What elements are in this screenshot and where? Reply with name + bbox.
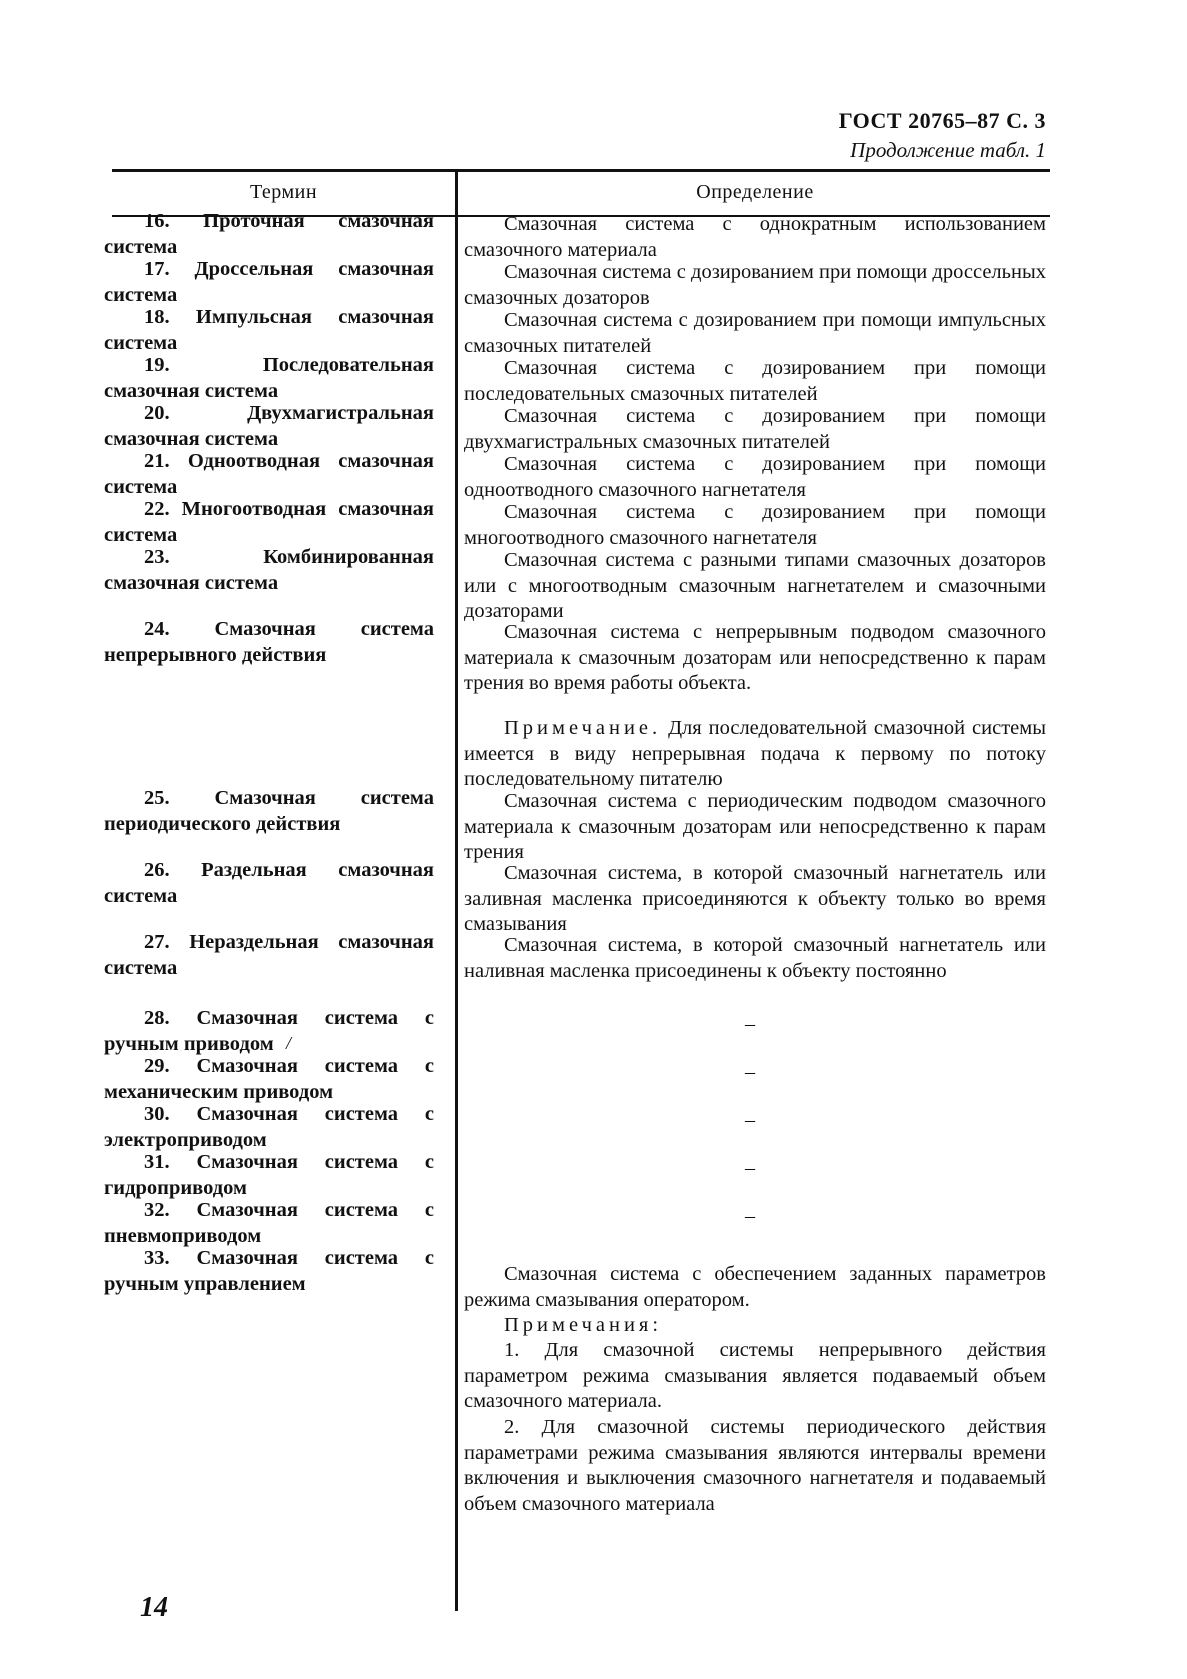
term-27: 27. Нераздельная смазочная система (104, 931, 434, 979)
column-header-definition: Определение (696, 181, 814, 203)
document-code: ГОСТ 20765–87 С. 3 (838, 108, 1046, 133)
definition-20: Смазочная система с дозированием при помощи двухмагистральных смазочных питателей (464, 405, 1046, 453)
term-16: 16. Проточная смазочная система (104, 210, 434, 258)
definition-26: Смазочная система, в которой смазочный нагнетатель или заливная масленка присоединяются к объекту только во время смазывания (464, 862, 1046, 935)
definition-33: Смазочная система с обеспечением заданных параметров режима смазывания оператором. (464, 1263, 1046, 1311)
term-25: 25. Смазочная система периодического действия (104, 787, 434, 835)
term-32: 32. Смазочная система с пневмоприводом (104, 1199, 434, 1247)
term-18: 18. Импульсная смазочная система (104, 306, 434, 354)
definition-22: Смазочная система с дозированием при помощи многоотводного смазочного нагнетателя (464, 501, 1046, 549)
term-33: 33. Смазочная система с ручным управлением (104, 1247, 434, 1295)
column-divider (455, 169, 458, 1611)
term-17: 17. Дроссельная смазочная система (104, 258, 434, 306)
definition-28-dash: – (745, 1013, 755, 1035)
note-24-text: Для последовательной смазочной системы имеется в виду непрерывная подача к первому по потоку последовательному питателю (464, 717, 1047, 790)
page-number: 14 (140, 1592, 168, 1623)
note-33-2: 2. Для смазочной системы периодического действия параметрами режима смазывания являются интервалы времени включения и выключения смазочного нагнетателя и подаваемый объем смазочного материала (464, 1416, 1046, 1515)
term-29: 29. Смазочная система с механическим приводом (104, 1055, 434, 1103)
table-continuation-label: Продолжение табл. 1 (850, 138, 1046, 162)
definition-29-dash: – (745, 1061, 755, 1083)
term-22: 22. Многоотводная смазочная система (104, 498, 434, 546)
note-33-1: 1. Для смазочной системы непрерывного действия параметром режима смазывания является подаваемый объем смазочного материала. (464, 1339, 1046, 1412)
term-21: 21. Одноотводная смазочная система (104, 450, 434, 498)
definition-30-dash: – (745, 1109, 755, 1131)
column-header-term: Термин (249, 181, 318, 203)
term-19: 19. Последовательная смазочная система (104, 354, 434, 402)
note-24-label: Примечание. (504, 717, 662, 739)
term-26: 26. Раздельная смазочная система (104, 859, 434, 907)
table-top-rule (112, 169, 1050, 172)
term-20: 20. Двухмагистральная смазочная система (104, 402, 434, 450)
definition-16: Смазочная система с однократным использованием смазочного материала (464, 213, 1046, 261)
definition-19: Смазочная система с дозированием при помощи последовательных смазочных питателей (464, 357, 1046, 405)
definition-25: Смазочная система с периодическим подводом смазочного материала к смазочным дозаторам или непосредственно к парам трения (464, 790, 1046, 863)
definition-17: Смазочная система с дозированием при помощи дроссельных смазочных дозаторов (464, 261, 1046, 309)
definition-23: Смазочная система с разными типами смазочных дозаторов или с многоотводным смазочным нагнетателем и смазочными дозаторами (464, 549, 1046, 622)
term-30: 30. Смазочная система с электроприводом (104, 1103, 434, 1151)
notes-33-header: Примечания: (504, 1314, 663, 1336)
definition-21: Смазочная система с дозированием при помощи одноотводного смазочного нагнетателя (464, 453, 1046, 501)
definition-24: Смазочная система с непрерывным подводом смазочного материала к смазочным дозаторам или непосредственно к парам трения во время работы объекта. (464, 621, 1046, 694)
note-24 (464, 716, 1046, 793)
definition-31-dash: – (745, 1157, 755, 1179)
definition-32-dash: – (745, 1205, 755, 1227)
term-23: 23. Комбинированная смазочная система (104, 546, 434, 594)
definition-18: Смазочная система с дозированием при помощи импульсных смазочных питателей (464, 309, 1046, 357)
term-28: 28. Смазочная система с ручным приводом (104, 1007, 434, 1055)
margin-mark: / (286, 1033, 292, 1053)
term-31: 31. Смазочная система с гидроприводом (104, 1151, 434, 1199)
definition-27: Смазочная система, в которой смазочный нагнетатель или наливная масленка присоединены к объекту постоянно (464, 934, 1046, 982)
term-24: 24. Смазочная система непрерывного действия (104, 618, 434, 666)
